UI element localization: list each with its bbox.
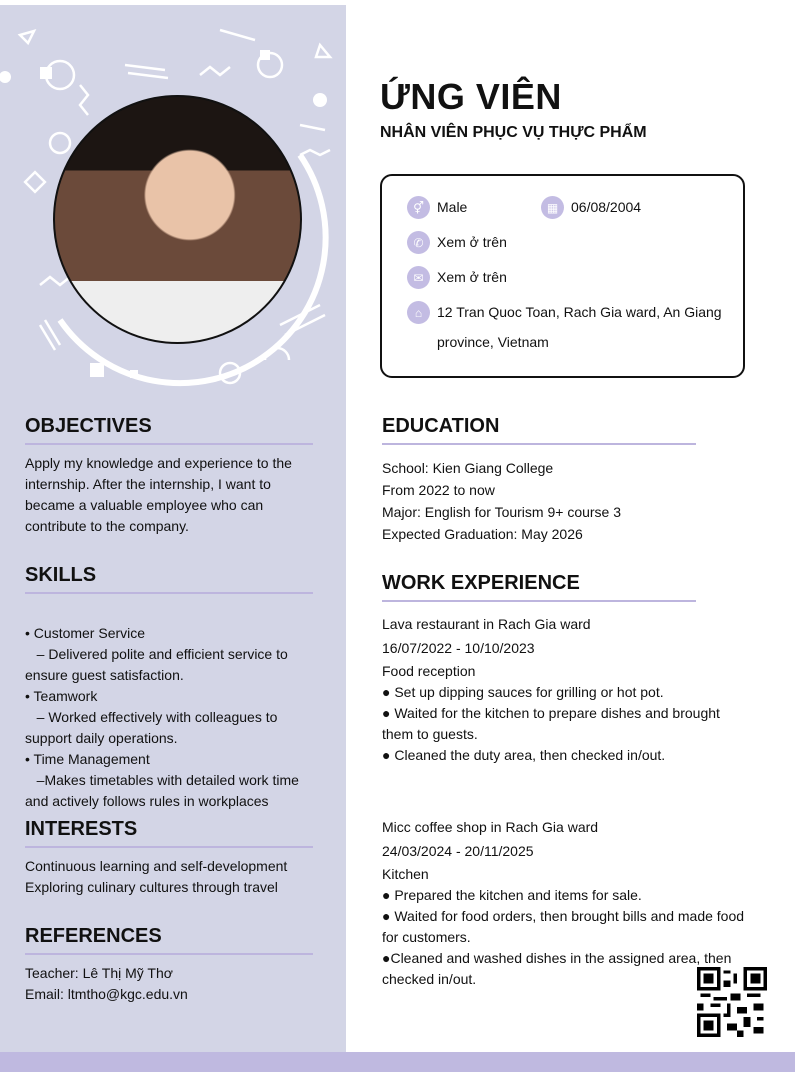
education-graduation: Expected Graduation: May 2026: [382, 526, 583, 542]
gender-item: [407, 192, 467, 222]
job-duty: ● Cleaned the duty area, then checked in/out.: [382, 747, 666, 763]
gender-value: Male: [437, 199, 468, 215]
interests-section: [25, 818, 313, 898]
skill-line: • Time Management: [25, 751, 150, 767]
phone-value: Xem ở trên: [437, 234, 507, 250]
references-heading: REFERENCES: [25, 925, 313, 955]
job-dates: 16/07/2022 - 10/10/2023: [382, 640, 535, 656]
work-section: [382, 572, 752, 990]
profile-photo: [53, 95, 302, 344]
footer-bar: [0, 1052, 795, 1072]
references-section: [25, 925, 313, 1005]
birthdate-item: [541, 192, 641, 222]
email-item: [407, 262, 507, 292]
interests-heading: INTERESTS: [25, 818, 313, 848]
job-role: Kitchen: [382, 866, 429, 882]
job-entry: [382, 614, 752, 766]
mail-icon: ✉: [407, 266, 430, 289]
education-major: Major: English for Tourism 9+ course 3: [382, 504, 622, 520]
reference-teacher: Teacher: Lê Thị Mỹ Thơ: [25, 965, 173, 981]
education-period: From 2022 to now: [382, 482, 495, 498]
skill-line: –Makes timetables with detailed work time and actively follows rules in workplaces: [25, 772, 303, 809]
job-place: Micc coffee shop in Rach Gia ward: [382, 819, 599, 835]
skill-line: • Customer Service: [25, 625, 146, 641]
work-heading: WORK EXPERIENCE: [382, 572, 696, 602]
job-role: Food reception: [382, 663, 476, 679]
skill-line: – Worked effectively with colleagues to support daily operations.: [25, 709, 282, 746]
address-line-2: province, Vietnam: [437, 334, 549, 350]
home-icon: ⌂: [407, 301, 430, 324]
gender-icon: ⚥: [407, 196, 430, 219]
job-duty: ●Cleaned and washed dishes in the assigned area, then checked in/out.: [382, 950, 732, 987]
address-value: [437, 297, 722, 357]
education-school: School: Kien Giang College: [382, 460, 554, 476]
job-duty: ● Waited for the kitchen to prepare dishes and brought them to guests.: [382, 705, 720, 742]
objectives-heading: OBJECTIVES: [25, 415, 313, 445]
calendar-icon: ▦: [541, 196, 564, 219]
job-entry: [382, 817, 752, 990]
phone-item: [407, 227, 507, 257]
contact-box: [380, 174, 745, 378]
birthdate-value: 06/08/2004: [571, 199, 642, 215]
objectives-text: Apply my knowledge and experience to the internship. After the internship, I want to became a valuable employee who can contribute to the company.: [25, 455, 292, 534]
education-details: [382, 457, 696, 545]
job-place: Lava restaurant in Rach Gia ward: [382, 616, 591, 632]
qr-code: [697, 967, 767, 1037]
skill-line: – Delivered polite and efficient service to ensure guest satisfaction.: [25, 646, 292, 683]
candidate-name: ỨNG VIÊN: [380, 76, 562, 117]
skills-list: [25, 602, 313, 812]
email-value: Xem ở trên: [437, 269, 507, 285]
phone-icon: ✆: [407, 231, 430, 254]
job-duty: ● Set up dipping sauces for grilling or hot pot.: [382, 684, 664, 700]
job-position: NHÂN VIÊN PHỤC VỤ THỰC PHẨM: [380, 124, 647, 141]
interest-item: Continuous learning and self-development: [25, 858, 288, 874]
education-heading: EDUCATION: [382, 415, 696, 445]
job-dates: 24/03/2024 - 20/11/2025: [382, 843, 534, 859]
job-duty: ● Prepared the kitchen and items for sale.: [382, 887, 642, 903]
skills-heading: SKILLS: [25, 564, 313, 594]
job-duty: ● Waited for food orders, then brought bills and made food for customers.: [382, 908, 745, 945]
objectives-section: [25, 415, 313, 537]
skills-section: [25, 564, 313, 812]
reference-email: Email: ltmtho@kgc.edu.vn: [25, 986, 188, 1002]
address-item: [407, 297, 722, 357]
education-section: [382, 415, 696, 545]
interest-item: Exploring culinary cultures through travel: [25, 879, 278, 895]
skill-line: • Teamwork: [25, 688, 98, 704]
address-line-1: 12 Tran Quoc Toan, Rach Gia ward, An Giang: [437, 304, 722, 320]
